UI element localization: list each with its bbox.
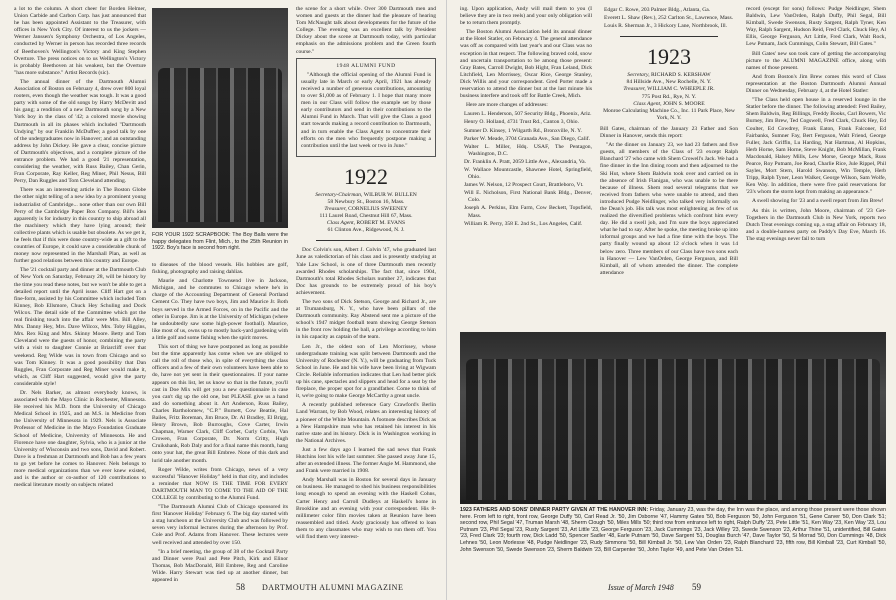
- paragraph: And from Boston's Jim Brew comes this word of Class representation at the Boston Dartmouth Alumni Annual Dinner on Wednesday, February 4, at the Hotel Statler:: [746, 73, 886, 95]
- officer-address: 84 Hillside Ave., New Rochelle, N. Y.: [626, 79, 712, 86]
- alumni-fund-text: "Although the official opening of the Alumni Fund is usually late in March or early April, 1921 has already received a number of generous contributions, amounting to over $1,000 as of February 1. I hope that many more men in our Class will follow the example set by those early contributors and send in their contributions to the Alumni Fund in March. That will give the Class a good start towards making a record contribution to Dartmouth, and in turn enable the Class Agent to concentrate their efforts on the men who frequently postpone making a contribution until the last week or two in June.": [301, 71, 431, 149]
- officer-role: Treasurer,: [324, 205, 347, 212]
- divider: [620, 36, 718, 37]
- officer-role: Class Agent,: [633, 100, 662, 107]
- officer-role: Secretary-Chairman,: [315, 191, 363, 198]
- photo-caption: FOR YOUR 1922 SCRAPBOOK: The Boy Balls were the happy delegates from Flint, Mich., to the 25th Reunion in 1922. Boy's face is second from right.: [152, 232, 288, 252]
- class-officer: [296, 206, 436, 220]
- fathers-and-sons-dinner-photo: [460, 332, 886, 504]
- officer-name: ROBERT M. EVANS: [356, 220, 406, 227]
- officer-name: RICHARD S. KERSHAW: [651, 72, 711, 79]
- class-officer: [600, 72, 738, 86]
- caption-lead: 1923 FATHERS AND SONS' DINNER PARTY GIVEN AT THE HANOVER INN:: [460, 507, 649, 513]
- officer-role: Secretary,: [627, 72, 650, 79]
- paragraph: Dr. Nels Barker, as almost everybody knows, is associated with the Mayo Clinic in Rochester, Minnesota. He received his M.D. from the University of Chicago Medical School in 1925, and an M.S. in Medicine from the University of Minnesota in 1929. Nels is Associate Professor of Medicine in the Mayo Foundation Graduate School of Medicine, University of Minnesota. He and Florence have one daughter, Sylvia, who is a junior at the University of Wisconsin and two sons, David and Robert. Dave is a freshman at Dartmouth and Bob has a few years to go yet before he comes to Hanover. Nels belongs to more medical organizations than we ever knew existed, and is the author or co-author of 120 contributions to medical literature mostly on subjects related: [14, 389, 146, 489]
- paragraph: The Boston Alumni Association held its annual dinner at the Hotel Statler, on February 4. The general attendance was off as compared with last year's and our Class was no exception in that respect. The following braved cold, snow and uncertain transportation to be among those present: Gray Bates, Carroll Dwight, Bob Hight, Fran Leland, Dick Litchfield, Len Morrissey, Oscar Rice, George Stanley, Dick Willis and your correspondent. Gred Porter made a reservation to attend the dinner but at the last minute his business interfere and took off for Battle Creek, Mich.: [460, 29, 592, 100]
- left-page: [0, 0, 447, 600]
- photo-figures: [158, 68, 282, 222]
- paragraph: Bill Gates' new son took care of getting the accompanying picture to the ALUMNI MAGAZINE office, along with names of those present.: [746, 50, 886, 71]
- address-entry: Edgar C. Rowe, 203 Palmer Bldg., Atlanta, Ga.: [604, 7, 711, 13]
- alumni-fund-title: 1948 ALUMNI FUND: [336, 62, 396, 69]
- photo-figures: [466, 359, 880, 500]
- group-photo-caption: [460, 507, 886, 579]
- officer-name: JOHN S. MOORE: [662, 100, 705, 107]
- address-entry: Walter L. Miller, Hdq. USAF, The Pentagon, Washington, D.C.: [464, 143, 592, 157]
- address-entry: Everett L. Shaw (Rev.), 252 Carlton St., Lawrence, Mass.: [604, 15, 734, 22]
- address-entry: William R. Perry, 358 E. 2nd St., Los Angeles, Calif.: [464, 220, 583, 227]
- right-column-3: [746, 6, 886, 326]
- paragraph: There was an interesting article in The Boston Globe the other night telling of a new idea by a prominent young industrialist of Cambridge... none other than our own Bill Perry of the Cambridge Paper Box Company. Bill's idea apparently is for industry in this country to ship abroad all the machinery which they have lying around; their collective plants which is usable but obsolete. As we get it, he feels that if this were done country-wide as a gift to the countries of Europe, it could save a considerable chunk of money now represented in the Marshall Plan, as well as further good relations between this country and Europe.: [14, 187, 146, 265]
- paragraph: As this is written, John Moore, chairman of '23 Get-Togethers in the Dartmouth Club in New York, reports two Dutch Treat evenings coming up, a stag affair on February 18, and a double-harness party on Paddy's Day Eve, March 16. The stag evenings never fail to turn: [746, 207, 886, 242]
- paragraph: A swell showing for '23 and a swell report from Jim Brew!: [752, 198, 884, 205]
- paragraph: The annual dinner of the Dartmouth Alumni Association of Boston on February 4, drew over 800 loyal rooters, even though the weather was tough. It was a good party with some of the old songs by Harry McDevitt and his gang; a rendition of a new Dartmouth song by a New York boy in the class of '42; a colored movie showing Dartmouth in all its phases which included "Dartmouth Undying" by our Franklin McDuffee; a good talk by one of the undergraduates now in Hanover; and an outstanding address by John Dickey. He gave a clear, concise picture of Dartmouth's objectives, and a complete picture of the entrance problem. We had a good '21 representation, considering the weather, with Russ Bailey, Chan Gerin, Fran Corporate, Ray Keller, Reg Miner, Phil Nesus, Bill Perry, Dan Ruggles and Tom Cleveland attending.: [14, 78, 146, 185]
- officer-address: 111 Laurel Road, Chestnut Hill 67, Mass.: [319, 213, 413, 220]
- officer-role: Treasurer,: [623, 86, 646, 93]
- magazine-name: DARTMOUTH ALUMNI MAGAZINE: [262, 583, 404, 592]
- left-column-3: [296, 6, 436, 576]
- class-officer: [296, 192, 436, 206]
- class-year-heading: 1923: [647, 44, 691, 70]
- address-entry: Sumner D. Kinsey, 1 Wilgarth Rd., Bronxville, N. Y.: [464, 127, 582, 134]
- paragraph: record (except for sons) follows: Pudge Neidlinger, Shem Baldwin, Lew VanOrden, Ralph Duffy, Phil Segal, Bill Kimball, Swede Swenson, Rusty Sargent, Ralph Tyner, Ken Way, Ralph Sargent, Hudson Reid, Fred Clark, Chuck Hey, Al Ellis, George Ferguson, Art Little, Fred Clark, Walt Rock, Lew Putnam, Jack Cummings, Colin Stewart, Bill Gates.": [746, 6, 886, 48]
- address-entry: Will E. Nicholson, First National Bank Bldg., Denver, Colo.: [464, 190, 592, 204]
- paragraph: Roger Wilde, writes from Chicago, news of a very successful "Hanover Holiday" held in that city, and includes a reminder that NOW IS THE TIME FOR EVERY DARTMOUTH MAN TO COME TO THE AID OF THE COLLEGE by contributing to the Alumni Fund.: [152, 466, 288, 501]
- paragraph: the scene for a short while. Over 300 Dartmouth men and women and guests at the dinner had the pleasure of hearing Tom McNaught talk about developments for the future of the College. The evening was an excellent talk by President Dickey about the scene at Dartmouth today, with particular emphasis on the admissions problem and the Green fourth course.": [296, 6, 436, 55]
- paragraph: Len Jr., the oldest son of Len Morrissey, whose undergraduate training was split between Dartmouth and the University of Rochester (N. Y.), will be graduating from Tuck School in June. He and his wife have been living at Wigwam Circle. Reliable information indicates that Len had better pick up his cane, spectacles and slippers and head for a seat by the fireplace, the proper spot for a grandfather. Come to think of it, we're going to make George McCarthy a great uncle.: [296, 343, 436, 400]
- left-column-1: [14, 6, 146, 576]
- officer-name: CORNELIUS SWEENEY: [348, 205, 408, 212]
- paragraph: Here are more changes of addresses:: [466, 102, 548, 109]
- paragraph: Just a few days ago I learned the sad news that Frank Hutchins lost his wife last summer. She passed away June 15, after an extended illness. The former Angie M. Hammond, she and Frank were married in 1908.: [296, 446, 437, 475]
- address-entry: Lauren L. Henderson, 507 Security Bldg., Phoenix, Ariz.: [464, 111, 592, 118]
- officer-name: WILLIAM C. WHEEPLE JR.: [647, 86, 715, 93]
- paragraph: "At the dinner on January 23, we had 23 fathers and five guests, all members of the Class of '23 except Ralph Blanchard '27 who came with Shem Crowell's Jack. We had a fine dinner in the Inn dining room and then adjourned to the Ski Hut, where Shem Baldwin took over and carried on in the absence of Irish Flanigan, who was unable to be there because of illness. Shem read several telegrams that we received from fathers who were unable to attend, and then introduced Pudge Neidlinger, who talked very informally on the Dean's job. His talk was most enlightening as few of us realized the diversified problems which confront him every day. He did a swell job, and I'm sure the boys appreciated what he had to say. After he spoke, the meeting broke up into informal groups and we had a fine time with the boys. The party finally wound up about 12 o'clock when it was 14 below zero. Three members of our Class have two sons each in Hanover — Lew VanOrden, George Ferguson, and Bill Kimball, all of whom attended the dinner. The complete attendance: [600, 142, 739, 276]
- address-entry: Parker W. Meade, 3704 Granada Ave., San Diego, Calif.: [464, 135, 591, 142]
- paragraph: "The Class held open house in a reserved lounge in the Statler before the dinner. The following attended: Fred Bailey, Shem Baldwin, Reg Billings, Freddy Books, Carl Bowers, Vic Burney, Jim Brew, Ted Cogswell, Fred Clark, Chuck Hey, Ed Coulter, Ed Cowdrey, Frank Eaton, Frank Falconer, Ed Fairbanks, Sumner Fay, Bert Ferguson, Walt Friend, George Fuller, Jack Griffin, Lu Harding, Nat Hartman, Al Hopkins, Herb Horne, Sam Horne, Steve Knight, Bob McMillan, Frank Macdonald, Halsey Mills, Lew Morse, George Mack, Russ Pearce, Roy Putnam, Joe Read, Charlie Rice, Jule Rippel, Phil Sayles, Mort Stern, Harold Swanson, Win Temple, Herb Tripp, Ralph Tyner, Leon Walker, George Wilson, Sam Wolfe, Ken Way. In addition, there were five paid reservations for '23's whom the storm kept from making an appearance.": [746, 97, 886, 196]
- page-number: 59: [692, 582, 701, 592]
- address-entry: James W. Nelson, 12 Prospect Court, Brattleboro, Vt.: [464, 182, 584, 189]
- class-officer: [296, 220, 436, 234]
- officer-address: 58 Newbury St., Boston 16, Mass.: [327, 198, 405, 205]
- address-entry: Dr. Franklin A. Pratt, 2059 Little Ave., Alexandria, Va.: [464, 158, 587, 165]
- caption-body: Friday, January 23, was the day, the Inn was the place, and among those present were those shown here. From left to right, front row, George Duffy '50, Carl Read Jr. '50, Jim Osborne '47, Hammy Gates '50, Bob Ferguson '50, John Ferguson '51, Gene Carver '50, Don Clark '51; second row, Phil Segal '47, Truman Marsh '48, Sherm Clough '50, Miles Mills '50; third row from entrance left to right, Ralph Duffy '23, Pete Little '51, Ken Way '23, Ken Way '23, Lou Putnam '23, Phil Segal '23, Rusty Sargent '23, Art Little '23, George Ferguson '23, Jack Cummings '23, Jack Willey '23, Swede Swenson '23, Arthur Thine '51, unidentified, Bill Gates '23, Fred Clark '23; fourth row, Dick Ladd '50, Spencer Sadler '48, Earle Putnam '50, Dave Sargent '51, Douglas Burch '47, Dave Taylor '50, Si Morrad '50, Don Cummings '48, Dick Lehnes '50, Leon Morlesse '48, Pudge Neidlinger '23, Rudy Simmons '50, Bill Kimball Jr. '50, Lew Van Orden '23, Ralph Blanchard '23, fifth row, Bill Kimball '23, Curt Kimball '50, John Swenson '50, Swede Swenson '23, Sherm Baldwin '23, Bill Carpenter '50, John Taylor '49, and Pete Van Orden '51.: [460, 507, 886, 553]
- class-year-heading: 1922: [344, 163, 388, 189]
- right-column-1: [460, 6, 592, 326]
- paragraph: to diseases of the blood vessels. His hobbies are golf, fishing, photography and raising dahlias.: [152, 262, 288, 276]
- officer-address: Monroe Calculating Machine Co., Inc. 11 Park Place, New York, N. Y.: [603, 107, 735, 121]
- paragraph: The '21 cocktail party and dinner at the Dartmouth Club of New York on Saturday, February 28, will be history by the time you read these notes, but we won't be able to get a detailed report until the April issue. Cliff Hart got on a fine-form, assisted by his Committee which included Tom Kinney, Bob Ellsmore, Chuck Hey Schuling and Dock Wilcox. The detail side of the Committee which got the real finishing touch into the affair were Mrs. Bill Alley, Mrs. Danny Hey, Mrs. Dave Wilcox, Mrs. Toby Higgins, Mrs. Rex King and Mrs. Skinny Moore. Betty and Tom Cleveland were the guests of honor, combining the party with a visit to daughter Connie at Briarcliff over that weekend. Reg Wilde was in town from Chicago and so was Tom Kinney. It was a good possibility that Dan Ruggles, Fran Corporate and Reg Miner would make it, which, as Cliff Hart suggested, would give the party considerable style!: [14, 267, 146, 387]
- paragraph: ing. Upon application, Andy will mail them to you (I believe they are in two reels) and your only obligation will be to return them promptly.: [460, 6, 592, 27]
- right-column-2: [600, 6, 738, 326]
- class-officer: [600, 86, 738, 100]
- issue-date: Issue of March 1948: [608, 583, 674, 592]
- paragraph: The two sons of Dick Stetson, George and Richard Jr., are at Trumansburg, N. Y., who have been pillars of the Dartmouth community. Ray Abstend sent me a picture of the school's 1947 midget football team showing George Stetson in the front row holding the ball, a privilege according to him in his capacity as captain of the team.: [296, 299, 436, 341]
- paragraph: Maurie and Charlotte Townsend live in Jackson, Michigan, and he commutes to Chicago where he's in charge of the Accounting Department of General Portland Cement Co. They have two boys, Jim and Maurice Jr. Both boys served in the Armed Forces, on in the Pacific and the other in Europe. Jim is at the University of Michigan (where he undoubtedly saw some high-power football). Maurice, like most of us, owns up to mostly back-yard gardening with a little golf and some fishing when the spirit moves.: [152, 278, 288, 341]
- alumni-fund-box: [296, 58, 436, 157]
- paragraph: Andy Marshall was in Boston for several days in January on business. He managed to shed his business responsibilities long enough to spend an evening with the Haskell Cohns, Carter Henry and Carroll Dudleys at Haskell's home in Brookline and an evening with your correspondent. His 8-millimeter color film movies taken at Reunion have been reassembled and titled. Andy graciously has offered to loan them to any classmates who may wish to run them off. You will find them very interest-: [296, 477, 436, 540]
- officer-name: WILBUR W. BULLEN: [363, 191, 417, 198]
- officer-address: 775 Post Rd., Rye, N. Y.: [641, 93, 697, 100]
- paragraph: "In a brief meeting, the group of 38 of the Cocktail Party and Dinner were Paul and Pete Pitch, Kirk and Elinor Thomas, Bob MacDonald, Bill Embree, Reg and Caroline Wilde. Harry Stewart was tied up at another dinner, but appeared in: [152, 548, 288, 584]
- address-entry: Henry O. Holland, 4731 Trust Rd., Canton 3, Ohio.: [464, 119, 579, 126]
- address-entry: Louis R. Sherman Jr., 3 Hickory Lane, Northbrook, Ill.: [604, 23, 728, 30]
- address-entry: Joseph A. Perkins, Elm Farm, Cow Beckett, Topsfield, Mass.: [464, 205, 592, 219]
- paragraph: This sort of thing we have postponed as long as possible but the time apparently has come when we are obliged to call the roll of those who, in spite of everything the class officers and a few of their own volunteers have been able to do, have not yet sent in their questionnaires. If your name appears on this list, let us know so that in the future, you'll cast in Doe Mix will get you a new questionnaire in case you can't dig up the old one, but PLEASE give us a hand and do something about it. Art Anderson, Russ Bailey, Charles Bartholomew, "C.P." Burnett, Cow Beattie, Hal Bailes, Fritz Boreman, Jim Bruce, Dr. Al Bradley, El Brigg, Henry Brown, Bob Burroughs, Cove Carter, Irwin Chapman, Warner Clark, Cliff Corbet, Curly Corbin, Van Crowen, Fran Corporate, Dr. Norm Critty, Hugh Cruikshank, Rob Daly and for a final name this month, hang onto your hat, the great Bill Embree. None of this dark and lurid tale another month.: [152, 344, 288, 464]
- flint-delegates-photo: [152, 8, 288, 228]
- paragraph: Doc Colvin's son, Albert J. Colvin '47, who graduated last June as valedictorian of his class and is presently studying at Yale Law School, is one of three Dartmouth men recently awarded Rhodes scholarships. The fact that, since 1904, Dartmouth's total Rhodes Scholars number 27, indicates that Doc has grounds to be extremely proud of his boy's achievement.: [296, 247, 436, 296]
- officer-role: Class Agent,: [326, 220, 356, 227]
- divider: [316, 240, 416, 241]
- paragraph: Bill Gates, chairman of the January 23 Father and Son Dinner in Hanover, sends this report:: [600, 125, 738, 140]
- paragraph: A recently published reference Gary Crawford's Berlin Land Warrant, by Bob Wood, relates an interesting history of a pioneer of the White Mountain. A footnote describes Dick as a New Hampshire man who has retained his interest in his native state and its history. Dick is in Washington working in the National Archives.: [296, 402, 436, 444]
- class-officer: [600, 101, 738, 122]
- left-column-2: [152, 262, 288, 584]
- page-number: 58: [236, 582, 245, 592]
- address-entry: W. Wallace Mountcastle, Shawnee Hotel, Springfield, Ohio.: [464, 166, 592, 181]
- right-page: [450, 0, 896, 600]
- paragraph: "The Dartmouth Alumni Club of Chicago sponsored its first 'Hanover Holiday' February 6. The big day started with a stag luncheon at the University Club and was followed by seven very informal lectures during the afternoon by Prof. Cole and Prof. Adams from Hanover. These lectures were well received and attended by over 150.: [152, 504, 288, 546]
- officer-address: 61 Clinton Ave., Ridgewood, N. J.: [327, 227, 405, 234]
- paragraph: a lot to the column. A short cheer for Borden Helmer, Union Carbide and Carbon Corp. has just announced that he has been appointed Assistant to the Treasurer, with offices in New York City. Of interest to us the jockers — Werner Janssen's Symphony Orchestra, of Los Angeles, conducted by Werner in person has recorded three records of Beethoven's Wellington's Victory and King Stephen Overture. The press notices on to us Wellington's Victory is probably Beethoven at his weakest, but the Overture "has more substance." Artist Records (sic).: [14, 6, 146, 76]
